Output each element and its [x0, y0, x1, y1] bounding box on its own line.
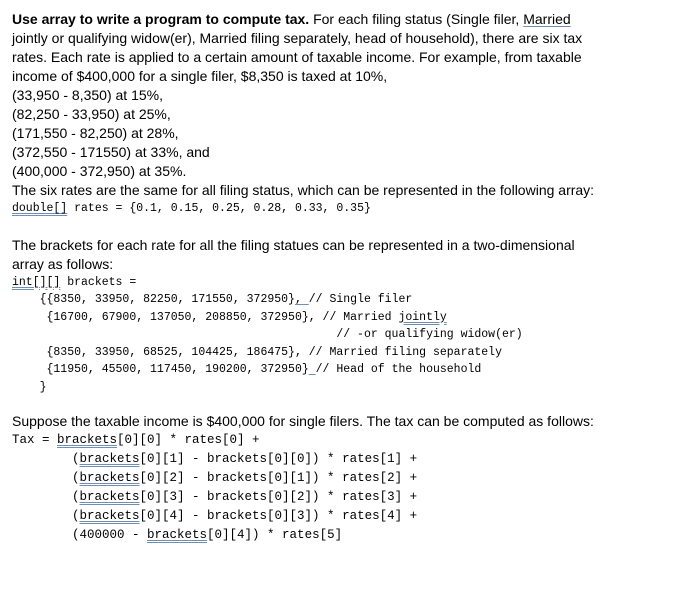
brackets-row: {8350, 33950, 68525, 104425, 186475}, // Married filing separately	[12, 345, 502, 359]
intro-line-1	[12, 10, 677, 29]
tax-brackets-ref: brackets	[57, 433, 118, 447]
brackets-comment-line: // -or qualifying widow(er)	[12, 328, 523, 341]
tax-code-prefix: (	[12, 452, 80, 466]
brackets-row	[12, 291, 677, 309]
brackets-type: int[][]	[12, 275, 61, 289]
brackets-text-line-1: The brackets for each rate for all the filing statues can be represented in a two-dimensional	[12, 236, 575, 253]
tax-code-line	[12, 488, 677, 507]
tax-text-line: Suppose the taxable income is $400,000 for single filers. The tax can be computed as follows:	[12, 413, 594, 429]
intro-line-3: rates. Each rate is applied to a certain amount of taxable income. For example, from taxable	[12, 49, 582, 65]
tax-brackets-ref: brackets	[147, 528, 208, 542]
tax-brackets-ref: brackets	[79, 490, 140, 504]
brackets-decl-rest: brackets =	[60, 275, 137, 289]
brackets-text-line-2: array as follows:	[12, 255, 114, 272]
tax-code-prefix: (	[12, 471, 80, 485]
range-line: (82,250 - 33,950) at 25%,	[12, 106, 171, 122]
brackets-row-comment: // Single filer	[308, 293, 413, 306]
brackets-close: }	[12, 380, 47, 394]
tax-code-prefix: Tax =	[12, 433, 58, 447]
brackets-row-values: {{8350, 33950, 82250, 171550, 372950}	[12, 293, 295, 306]
brackets-row-comment: // Head of the household	[315, 363, 482, 376]
intro-line-1-text: For each filing status (Single filer,	[309, 11, 524, 27]
tax-brackets-ref: brackets	[79, 471, 140, 485]
paragraph-gap	[12, 218, 677, 236]
tax-code-suffix: [0][1] - brackets[0][0]) * rates[1] +	[139, 452, 418, 466]
rates-declaration: rates = {0.1, 0.15, 0.25, 0.28, 0.33, 0.35}	[67, 202, 371, 215]
tax-code-prefix: (	[12, 509, 80, 523]
paragraph-gap	[12, 396, 677, 412]
tax-brackets-ref: brackets	[79, 452, 140, 466]
intro-line-4: income of $400,000 for a single filer, $8,350 is taxed at 10%,	[12, 68, 388, 84]
tax-code-suffix: [0][0] * rates[0] +	[117, 433, 260, 447]
intro-line-2: jointly or qualifying widow(er), Married filing separately, head of household), there are six tax	[12, 30, 583, 46]
brackets-decl-line	[12, 274, 677, 292]
range-line: (171,550 - 82,250) at 28%,	[12, 125, 179, 141]
tax-code-line	[12, 507, 677, 526]
range-line: (33,950 - 8,350) at 15%,	[12, 87, 163, 103]
brackets-row-values: {16700, 67900, 137050, 208850, 372950}, // Married	[12, 310, 399, 324]
tax-code-suffix: [0][3] - brackets[0][2]) * rates[3] +	[139, 490, 418, 504]
brackets-row	[12, 361, 677, 379]
intro-bold-heading: Use array to write a program to compute tax.	[12, 11, 310, 27]
tax-code-line	[12, 469, 677, 488]
rates-type: double[]	[12, 202, 68, 215]
brackets-row-values: {11950, 45500, 117450, 190200, 372950}	[12, 363, 309, 376]
brackets-row-separator	[309, 363, 316, 376]
brackets-row-separator: ,	[294, 293, 309, 306]
range-line: (372,550 - 171550) at 33%, and	[12, 144, 210, 160]
range-line: (400,000 - 372,950) at 35%.	[12, 163, 187, 179]
tax-code-suffix: [0][2] - brackets[0][1]) * rates[2] +	[139, 471, 418, 485]
tax-code-suffix: [0][4] - brackets[0][3]) * rates[4] +	[139, 509, 418, 523]
tax-code-line	[12, 526, 677, 545]
document-body	[12, 10, 677, 545]
tax-code-suffix: [0][4]) * rates[5]	[207, 528, 343, 542]
intro-word-married: Married	[523, 11, 571, 27]
tax-code-line	[12, 431, 677, 450]
tax-brackets-ref: brackets	[79, 509, 140, 523]
tax-code-prefix: (400000 -	[12, 528, 148, 542]
brackets-word-jointly: jointly	[398, 310, 447, 324]
tax-code-line	[12, 450, 677, 469]
brackets-row	[12, 309, 677, 327]
rates-code-line	[12, 200, 677, 218]
tax-code-prefix: (	[12, 490, 80, 504]
same-rates-line: The six rates are the same for all filing status, which can be represented in the following array:	[12, 182, 595, 198]
